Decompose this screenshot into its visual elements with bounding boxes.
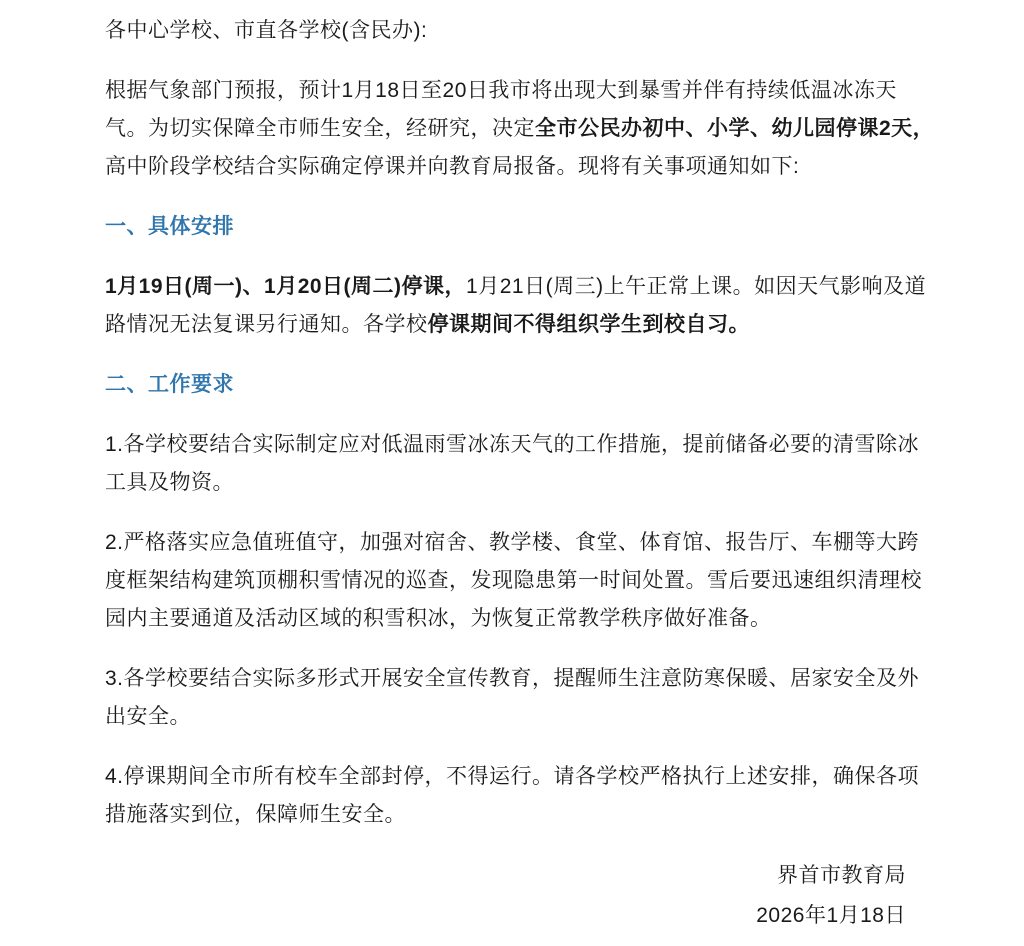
section-1-paragraph-run-0: 1月19日(周一)、1月20日(周二)停课， [105, 275, 467, 298]
intro-paragraph-run-1: 全市公民办初中、小学、幼儿园停课2天， [535, 117, 935, 140]
requirement-4-run-0: 4.停课期间全市所有校车全部封停，不得运行。请各学校严格执行上述安排，确保各项措施落实到位，保障师生安全。 [105, 765, 920, 826]
signature-date-run-0: 2026年1月18日 [756, 904, 906, 927]
section-2-heading-run-0: 二、工作要求 [105, 373, 234, 396]
requirement-3 [105, 660, 936, 736]
section-1-heading [105, 208, 936, 246]
section-2-heading [105, 366, 936, 404]
intro-paragraph-run-2: 高中阶段学校结合实际确定停课并向教育局报备。现将有关事项通知如下: [105, 155, 800, 178]
signature-org [105, 856, 936, 896]
requirement-2-run-0: 2.严格落实应急值班值守，加强对宿舍、教学楼、食堂、体育馆、报告厅、车棚等大跨度框架结构建筑顶棚积雪情况的巡查，发现隐患第一时间处置。雪后要迅速组织清理校园内主要通道及活动区域的积雪积冰，为恢复正常教学秩序做好准备。 [105, 531, 922, 630]
requirement-3-run-0: 3.各学校要结合实际多形式开展安全宣传教育，提醒师生注意防寒保暖、居家安全及外出安全。 [105, 667, 920, 728]
requirement-4 [105, 758, 936, 834]
signature-org-run-0: 界首市教育局 [777, 864, 906, 887]
section-1-heading-run-0: 一、具体安排 [105, 215, 234, 238]
requirement-1 [105, 426, 936, 502]
intro-paragraph [105, 72, 936, 186]
section-1-paragraph [105, 268, 936, 344]
requirement-2 [105, 524, 936, 638]
salutation-run-0: 各中心学校、市直各学校(含民办): [105, 19, 428, 42]
salutation [105, 12, 936, 50]
intro-paragraph-run-0: 根据气象部门预报，预计1月18日至20日我市将出现大到暴雪并伴有持续低温冰冻天气。为切实保障全市师生安全，经研究，决定 [105, 79, 897, 140]
requirement-1-run-0: 1.各学校要结合实际制定应对低温雨雪冰冻天气的工作措施，提前储备必要的清雪除冰工具及物资。 [105, 433, 920, 494]
section-1-paragraph-run-1: 1月21日(周三)上午正常上课。如因天气影响及道路情况无法复课另行通知。各学校 [105, 275, 927, 336]
section-1-paragraph-run-2: 停课期间不得组织学生到校自习。 [427, 313, 750, 336]
signature-date [105, 896, 936, 936]
